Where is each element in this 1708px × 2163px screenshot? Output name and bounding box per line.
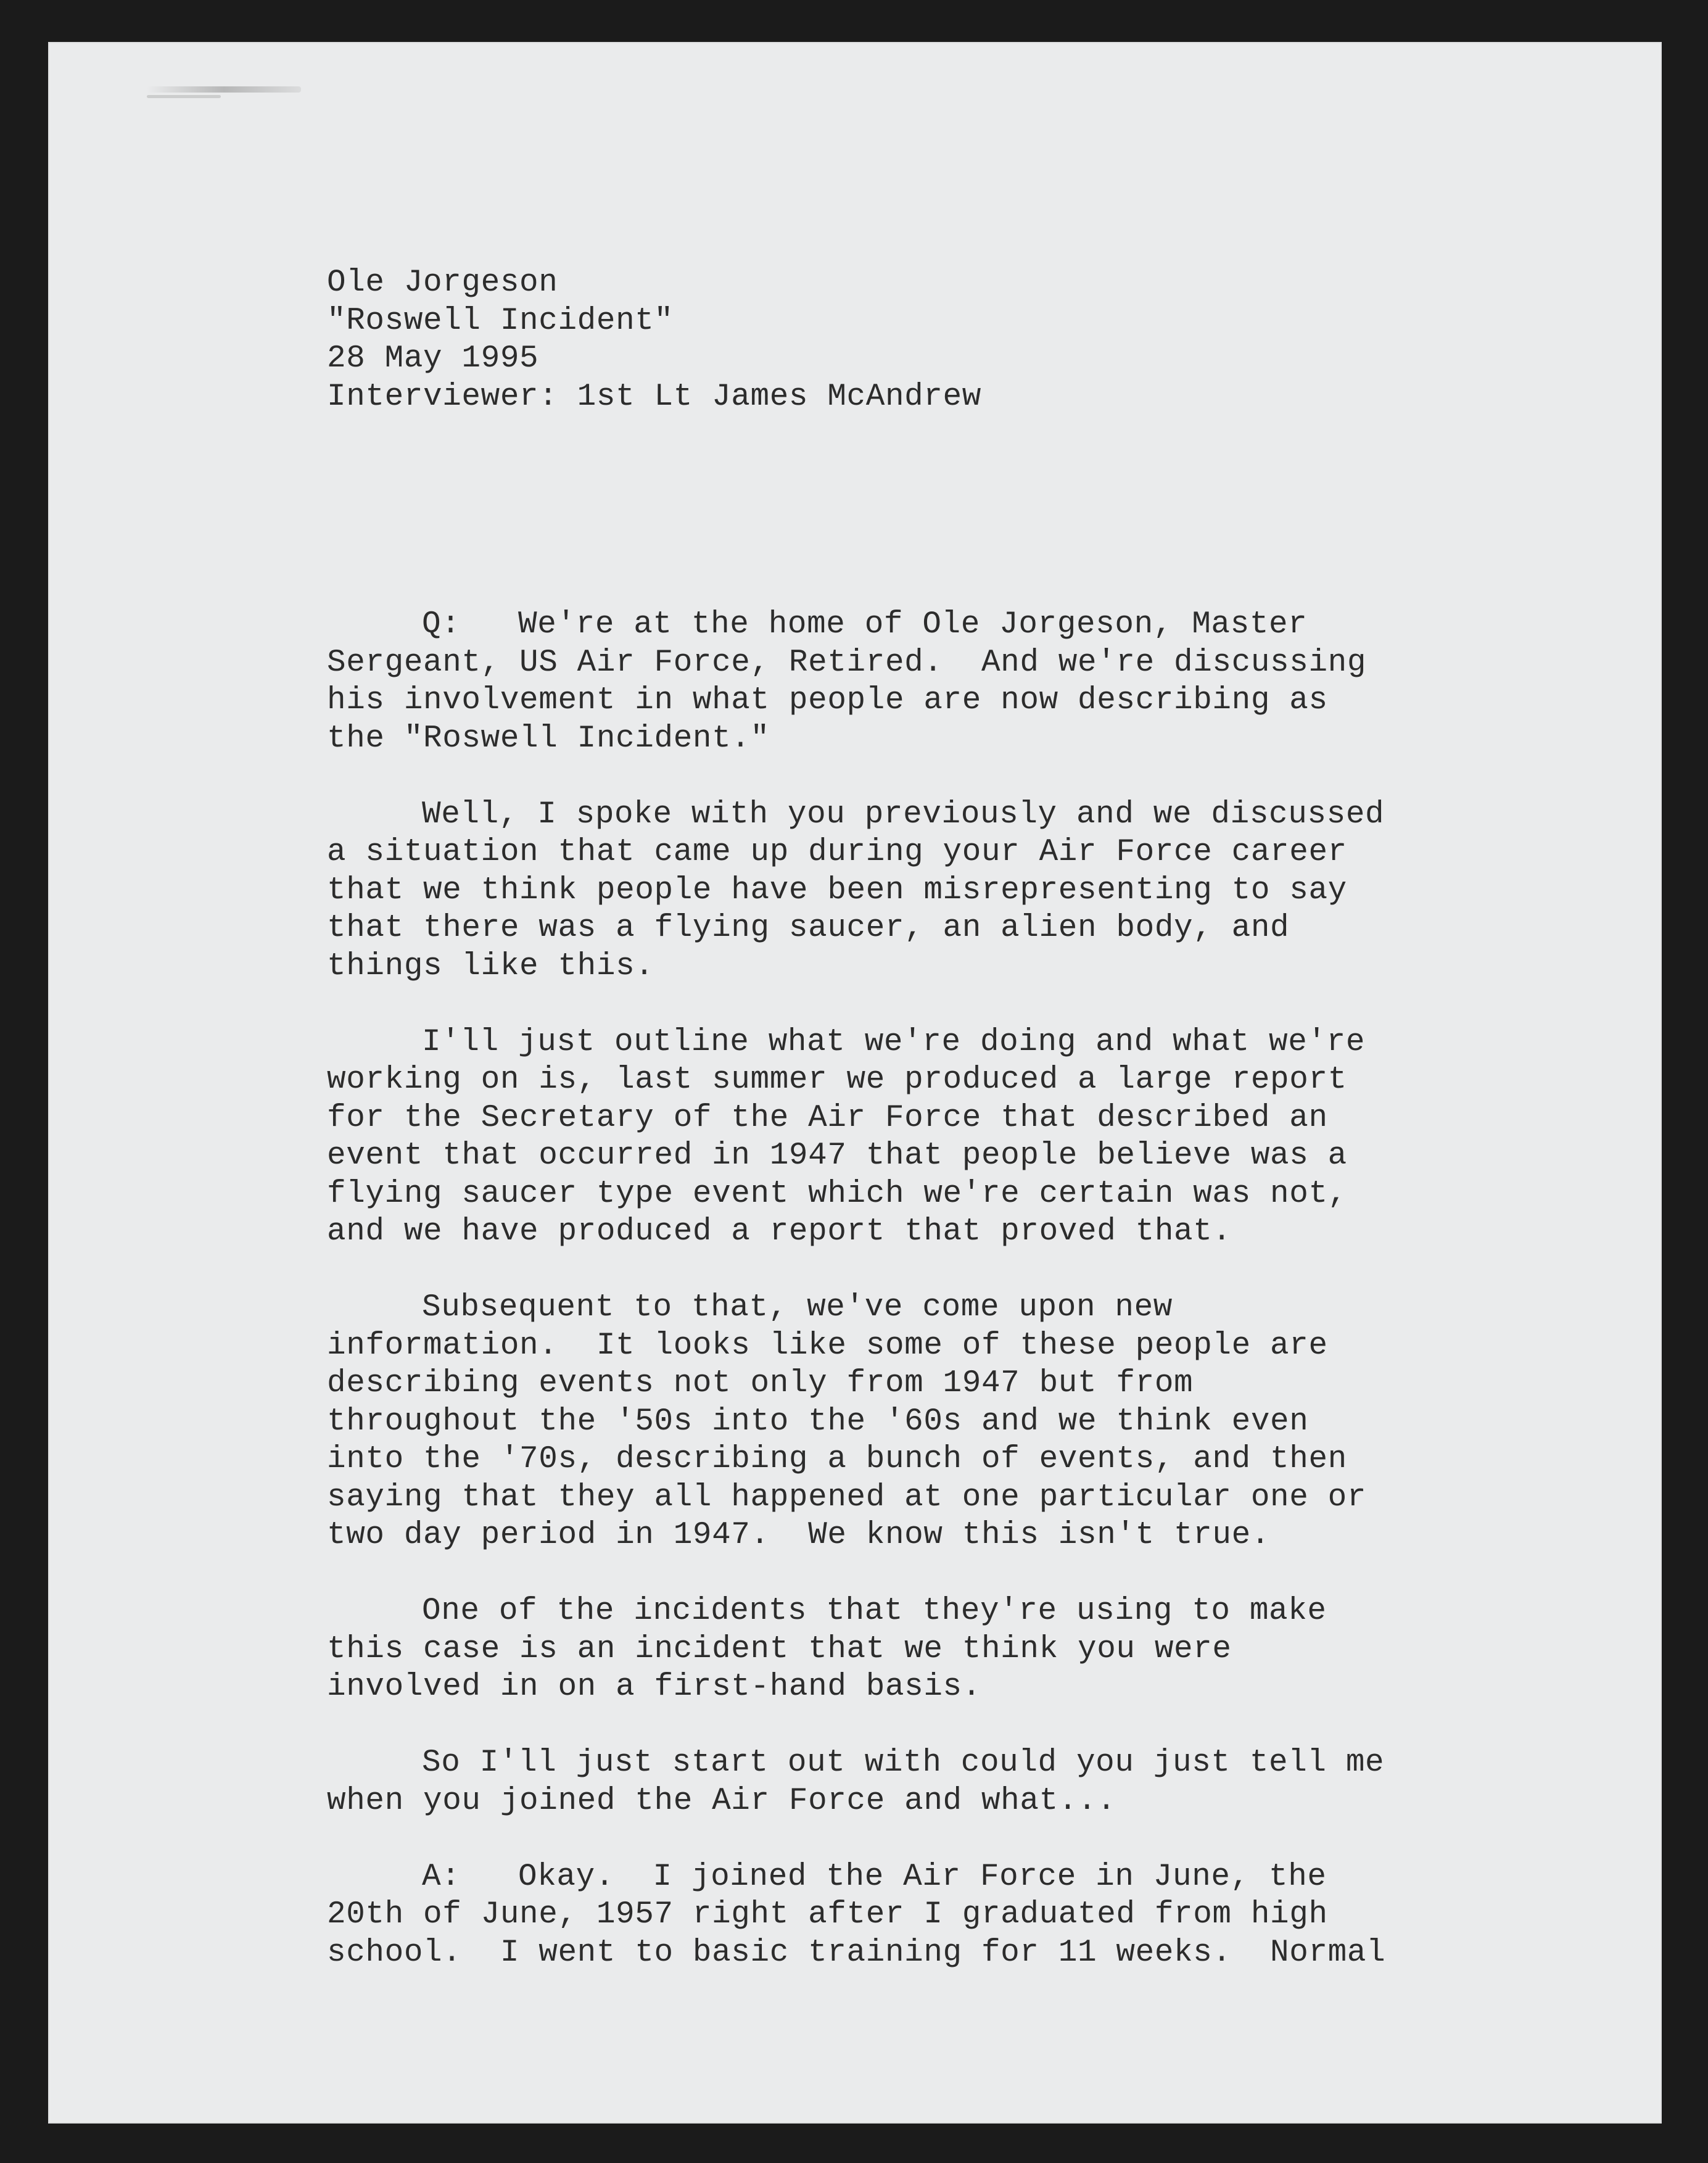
text-line: the "Roswell Incident." [327, 721, 770, 756]
text-line: event that occurred in 1947 that people believe was a [327, 1138, 1347, 1173]
text-line: two day period in 1947. We know this isn't true. [327, 1518, 1271, 1553]
text-line: So I'll just start out with could you just tell me [422, 1745, 1385, 1780]
interview-date: 28 May 1995 [327, 341, 539, 376]
paragraph-new-information [327, 1289, 1474, 1555]
text-line: describing events not only from 1947 but from [327, 1366, 1194, 1401]
paragraph-incidents [327, 1592, 1474, 1706]
text-line: things like this. [327, 948, 654, 984]
text-line: 20th of June, 1957 right after I graduated from high [327, 1897, 1328, 1932]
interviewee-name: Ole Jorgeson [327, 265, 558, 300]
text-line: Sergeant, US Air Force, Retired. And we're discussing [327, 645, 1367, 680]
text-line: this case is an incident that we think you were [327, 1631, 1232, 1667]
text-line: information. It looks like some of these people are [327, 1328, 1328, 1363]
text-line: throughout the '50s into the '60s and we think even [327, 1404, 1309, 1439]
text-line: that we think people have been misrepresenting to say [327, 872, 1347, 908]
interviewer-line: Interviewer: 1st Lt James McAndrew [327, 379, 981, 415]
paragraph-question-start [327, 1744, 1474, 1820]
paragraph-previous-discussion [327, 796, 1474, 986]
text-line: A: Okay. I joined the Air Force in June, the [422, 1859, 1327, 1895]
transcript-body [327, 264, 1474, 2010]
text-line: for the Secretary of the Air Force that described an [327, 1100, 1328, 1136]
paragraph-q-intro [327, 606, 1474, 758]
text-line: into the '70s, describing a bunch of events, and then [327, 1442, 1347, 1477]
text-line: school. I went to basic training for 11 weeks. Normal [327, 1935, 1386, 1971]
text-line: Well, I spoke with you previously and we discussed [422, 796, 1385, 832]
text-line: flying saucer type event which we're certain was not, [327, 1176, 1347, 1212]
text-line: and we have produced a report that proved that. [327, 1214, 1232, 1249]
staple-mark [147, 86, 301, 93]
text-line: involved in on a first-hand basis. [327, 1669, 981, 1705]
staple-mark-shadow [147, 95, 221, 98]
text-line: One of the incidents that they're using to make [422, 1594, 1327, 1629]
text-line: working on is, last summer we produced a large report [327, 1062, 1347, 1098]
text-line: I'll just outline what we're doing and what we're [422, 1024, 1366, 1060]
text-line: that there was a flying saucer, an alien body, and [327, 911, 1290, 946]
paragraph-report-outline [327, 1024, 1474, 1251]
text-line: Subsequent to that, we've come upon new [422, 1290, 1173, 1325]
transcript-header [327, 264, 1474, 416]
transcript-subject: "Roswell Incident" [327, 303, 674, 339]
text-line: when you joined the Air Force and what... [327, 1783, 1116, 1819]
text-line: saying that they all happened at one particular one or [327, 1479, 1367, 1515]
text-line: his involvement in what people are now describing as [327, 683, 1328, 718]
text-line: a situation that came up during your Air Force career [327, 835, 1347, 870]
text-line: Q: We're at the home of Ole Jorgeson, Master [422, 607, 1308, 642]
paragraph-answer [327, 1858, 1474, 1972]
